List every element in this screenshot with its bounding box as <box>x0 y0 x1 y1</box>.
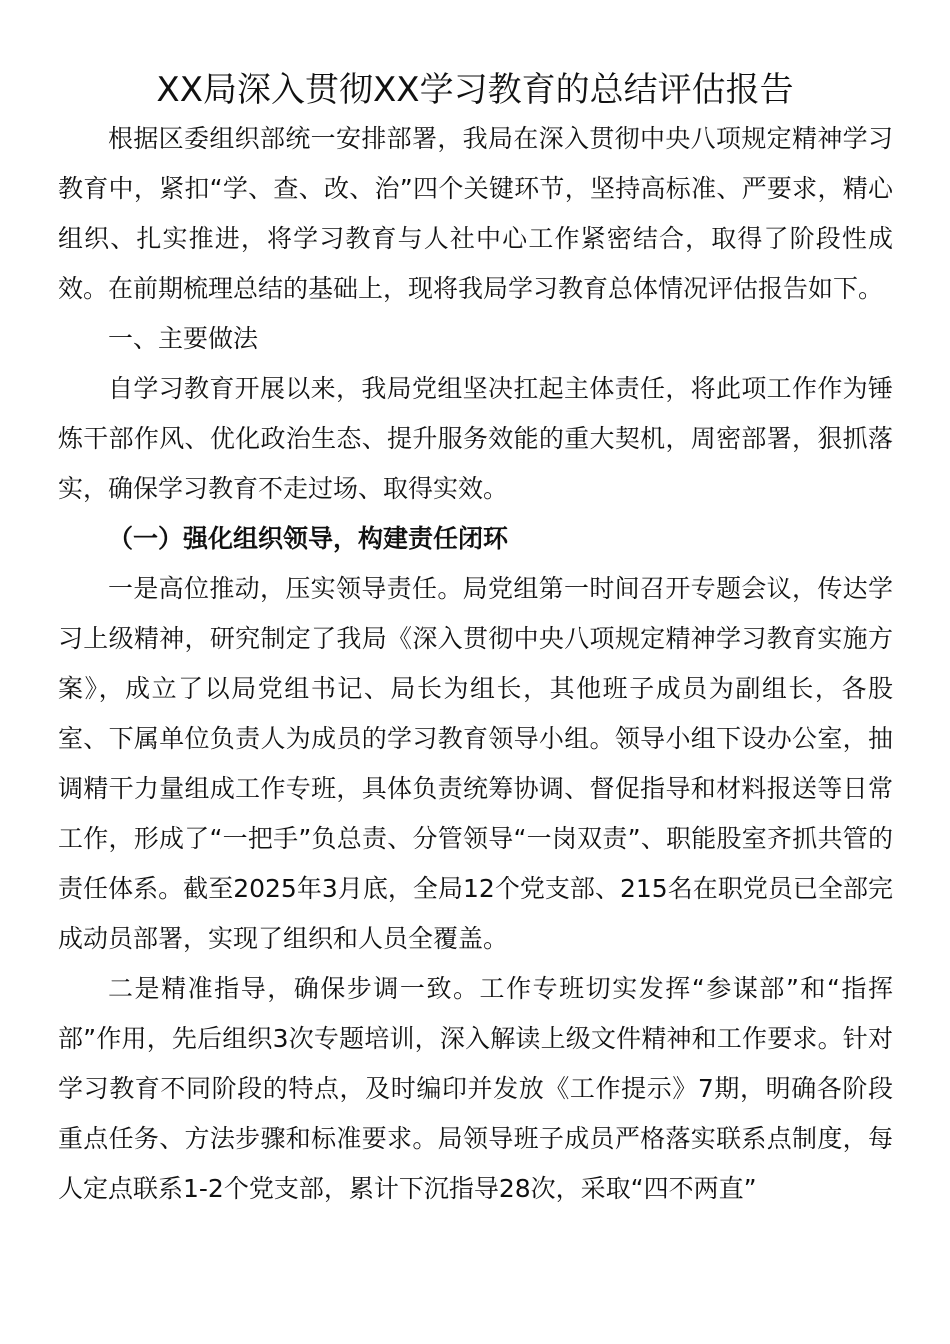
point-one-paragraph: 一是高位推动，压实领导责任。局党组第一时间召开专题会议，传达学习上级精神，研究制定了我局《深入贯彻中央八项规定精神学习教育实施方案》，成立了以局党组书记、局长为组长，其他班子成员为副组长，各股室、下属单位负责人为成员的学习教育领导小组。领导小组下设办公室，抽调精干力量组成工作专班，具体负责统筹协调、督促指导和材料报送等日常工作，形成了“一把手”负总责、分管领导“一岗双责”、职能股室齐抓共管的责任体系。截至2025年3月底，全局12个党支部、215名在职党员已全部完成动员部署，实现了组织和人员全覆盖。 <box>58 574 893 953</box>
document-title: XX局深入贯彻XX学习教育的总结评估报告 <box>156 70 794 110</box>
document-body <box>58 114 893 1214</box>
intro-paragraph: 根据区委组织部统一安排部署，我局在深入贯彻中央八项规定精神学习教育中，紧扣“学、查、改、治”四个关键环节，坚持高标准、严要求，精心组织、扎实推进，将学习教育与人社中心工作紧密结合，取得了阶段性成效。在前期梳理总结的基础上，现将我局学习教育总体情况评估报告如下。 <box>58 124 893 303</box>
section-intro-paragraph: 自学习教育开展以来，我局党组坚决扛起主体责任，将此项工作作为锤炼干部作风、优化政治生态、提升服务效能的重大契机，周密部署，狠抓落实，确保学习教育不走过场、取得实效。 <box>58 374 893 503</box>
section-heading-main-practices: 一、主要做法 <box>108 324 259 353</box>
point-two-paragraph: 二是精准指导，确保步调一致。工作专班切实发挥“参谋部”和“指挥部”作用，先后组织3次专题培训，深入解读上级文件精神和工作要求。针对学习教育不同阶段的特点，及时编印并发放《工作提示》7期，明确各阶段重点任务、方法步骤和标准要求。局领导班子成员严格落实联系点制度，每人定点联系1-2个党支部，累计下沉指导28次，采取“四不两直” <box>58 974 893 1203</box>
subsection-heading-organization: （一）强化组织领导，构建责任闭环 <box>108 524 509 553</box>
